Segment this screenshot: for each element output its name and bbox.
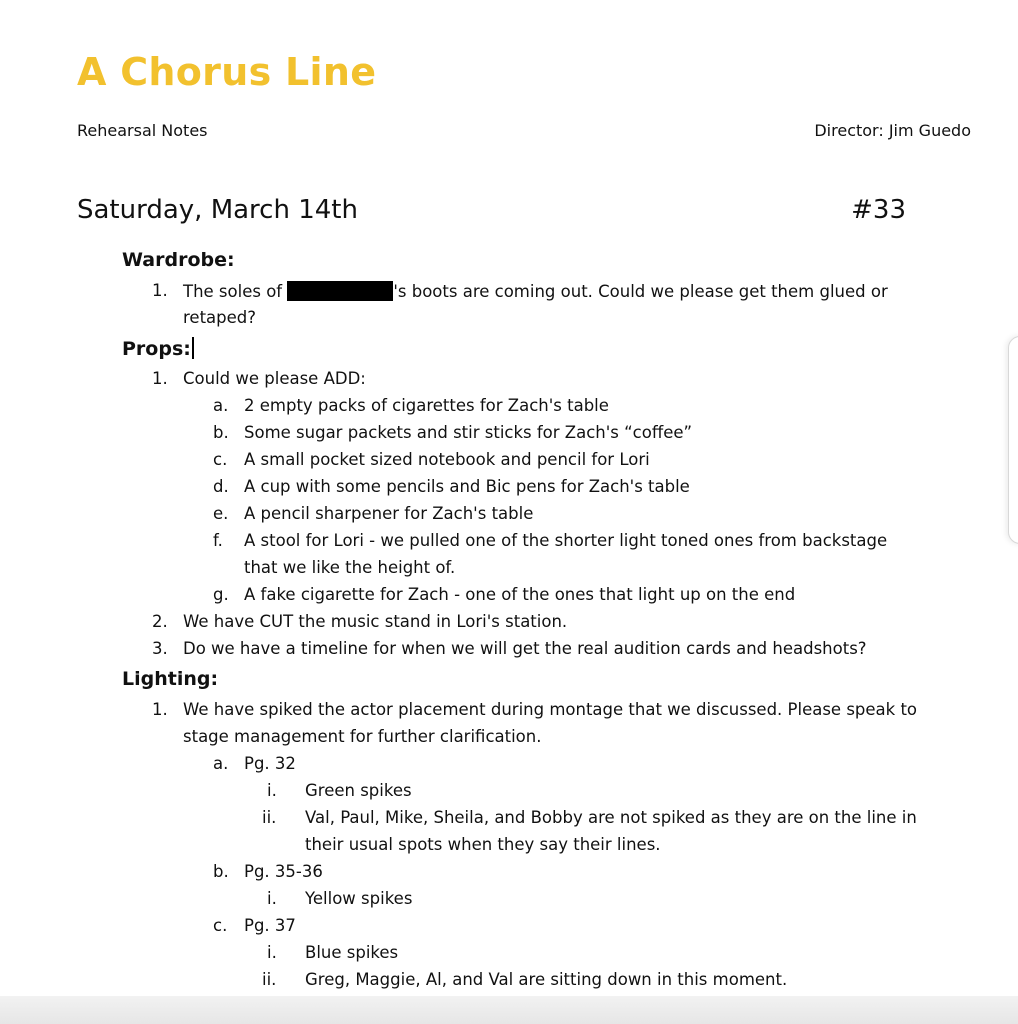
list-item: We have CUT the music stand in Lori's station.	[183, 612, 568, 631]
list-marker: ii.	[262, 970, 277, 989]
list-item: Green spikes	[305, 781, 412, 800]
list-item: Blue spikes	[305, 943, 399, 962]
list-item-continuation: retaped?	[183, 308, 257, 327]
list-item: A cup with some pencils and Bic pens for Zach's table	[244, 477, 690, 496]
list-marker: 1.	[152, 281, 168, 300]
document-title: A Chorus Line	[77, 50, 377, 94]
list-marker: i.	[267, 943, 277, 962]
list-marker: f.	[213, 531, 223, 550]
props-heading[interactable]	[122, 337, 194, 360]
bottom-scroll-bar	[0, 996, 1018, 1024]
lighting-heading: Lighting:	[122, 668, 219, 690]
list-item: 2 empty packs of cigarettes for Zach's table	[244, 396, 609, 415]
list-marker: ii.	[262, 808, 277, 827]
list-item: Some sugar packets and stir sticks for Zach's “coffee”	[244, 423, 693, 442]
note-number: #33	[851, 195, 906, 225]
list-marker: 3.	[152, 639, 168, 658]
date-heading: Saturday, March 14th	[77, 195, 358, 225]
list-marker: d.	[213, 477, 229, 496]
props-heading-text: Props:	[122, 338, 191, 360]
list-item	[183, 281, 888, 301]
list-item-text: The soles of	[183, 282, 288, 301]
text-cursor	[192, 337, 194, 359]
list-marker: i.	[267, 889, 277, 908]
list-item: We have spiked the actor placement during montage that we discussed. Please speak to	[183, 700, 918, 719]
list-marker: c.	[213, 916, 228, 935]
list-marker: b.	[213, 423, 229, 442]
list-item: Val, Paul, Mike, Sheila, and Bobby are not spiked as they are on the line in	[305, 808, 917, 827]
list-item: A pencil sharpener for Zach's table	[244, 504, 534, 523]
list-item: Pg. 35-36	[244, 862, 323, 881]
list-item-continuation: that we like the height of.	[244, 558, 456, 577]
redaction-bar	[287, 281, 393, 301]
list-marker: a.	[213, 396, 229, 415]
list-item: A fake cigarette for Zach - one of the ones that light up on the end	[244, 585, 796, 604]
list-item: Greg, Maggie, Al, and Val are sitting down in this moment.	[305, 970, 788, 989]
side-panel-tab[interactable]	[1008, 336, 1018, 544]
list-item: A small pocket sized notebook and pencil for Lori	[244, 450, 650, 469]
list-item-continuation: stage management for further clarification.	[183, 727, 542, 746]
list-marker: i.	[267, 781, 277, 800]
list-marker: g.	[213, 585, 229, 604]
director-label: Director: Jim Guedo	[814, 121, 971, 140]
list-item: Pg. 32	[244, 754, 296, 773]
list-marker: 1.	[152, 700, 168, 719]
list-marker: e.	[213, 504, 229, 523]
list-item-text: 's boots are coming out. Could we please get them glued or	[393, 282, 888, 301]
list-marker: 1.	[152, 369, 168, 388]
list-marker: b.	[213, 862, 229, 881]
list-item: A stool for Lori - we pulled one of the shorter light toned ones from backstage	[244, 531, 888, 550]
list-item: Do we have a timeline for when we will get the real audition cards and headshots?	[183, 639, 867, 658]
list-item: Could we please ADD:	[183, 369, 366, 388]
list-item: Yellow spikes	[305, 889, 413, 908]
list-item: Pg. 37	[244, 916, 296, 935]
list-marker: c.	[213, 450, 228, 469]
wardrobe-heading: Wardrobe:	[122, 249, 235, 271]
rehearsal-notes-label: Rehearsal Notes	[77, 121, 208, 140]
list-item-continuation: their usual spots when they say their lines.	[305, 835, 661, 854]
list-marker: 2.	[152, 612, 168, 631]
list-marker: a.	[213, 754, 229, 773]
